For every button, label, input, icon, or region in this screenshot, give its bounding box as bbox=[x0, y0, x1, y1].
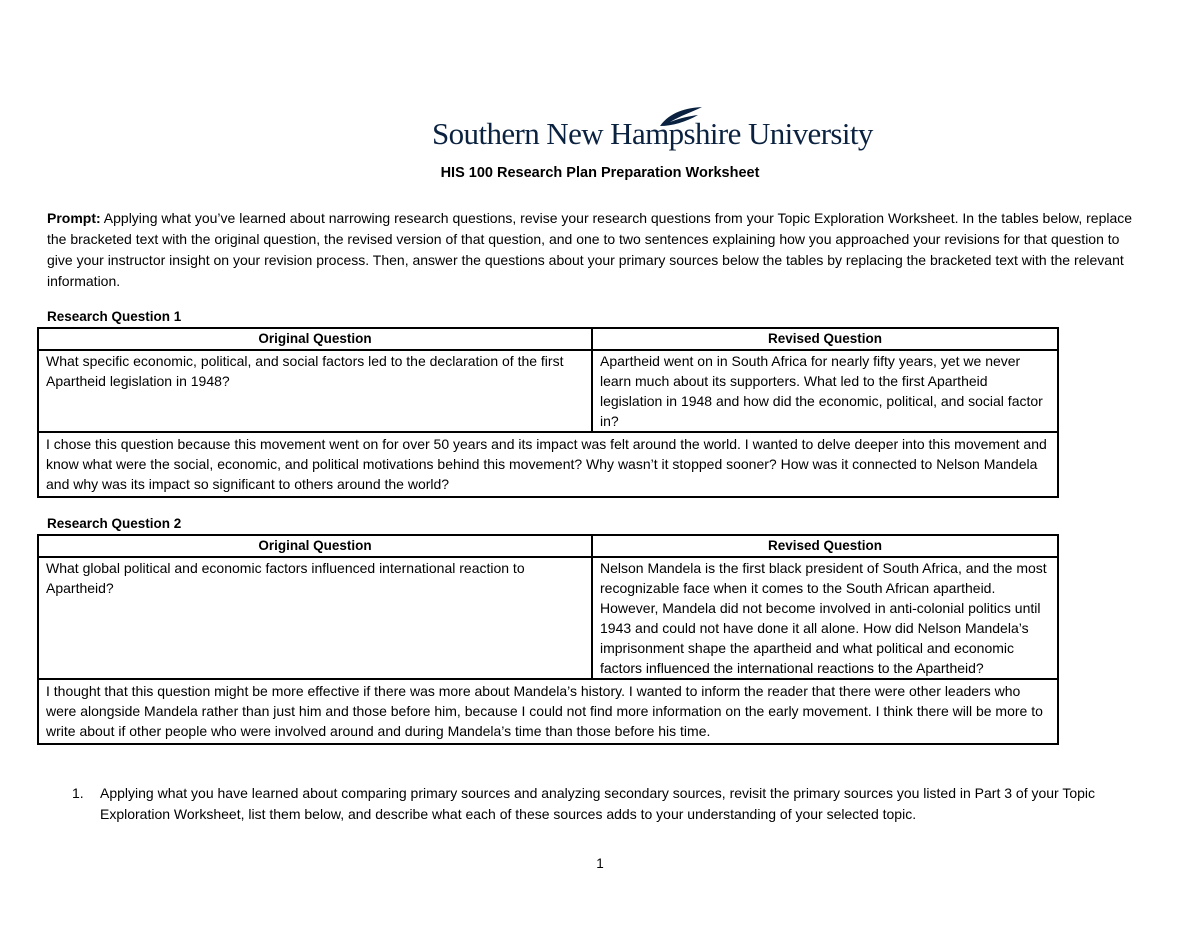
research-question-2-table bbox=[37, 534, 1059, 745]
revision-explanation-cell[interactable]: I chose this question because this movement went on for over 50 years and its impact was felt around the world. I wanted to delve deeper into this movement and know what were the social, economic, and political motivations behind this movement? Why wasn’t it stopped sooner? How was it connected to Nelson Mandela and why was its impact so significant to others around the world? bbox=[38, 432, 1058, 497]
revised-question-cell[interactable]: Nelson Mandela is the first black president of South Africa, and the most recognizable face when it comes to the South African apartheid. However, Mandela did not become involved in anti-colonial politics until 1943 and could not have done it all alone. How did Nelson Mandela’s imprisonment shape the apartheid and what political and economic factors influenced the international reactions to the Apartheid? bbox=[592, 557, 1058, 679]
prompt-label: Prompt: bbox=[47, 210, 101, 226]
revised-question-header: Revised Question bbox=[592, 535, 1058, 557]
university-logo bbox=[432, 106, 873, 156]
original-question-cell[interactable]: What global political and economic factors influenced international reaction to Apartheid? bbox=[38, 557, 592, 679]
list-text: Applying what you have learned about comparing primary sources and analyzing secondary sources, revisit the primary sources you listed in Part 3 of your Topic Exploration Worksheet, list them below, and describe what each of these sources adds to your understanding of your selected topic. bbox=[100, 785, 1096, 822]
original-question-header: Original Question bbox=[38, 328, 592, 350]
page-title: HIS 100 Research Plan Preparation Worksheet bbox=[440, 165, 760, 181]
prompt-paragraph bbox=[47, 208, 1137, 292]
page-number: 1 bbox=[596, 856, 604, 871]
original-question-cell[interactable]: What specific economic, political, and social factors led to the declaration of the first Apartheid legislation in 1948? bbox=[38, 350, 592, 432]
research-question-1-table bbox=[37, 327, 1059, 498]
revised-question-cell[interactable]: Apartheid went on in South Africa for nearly fifty years, yet we never learn much about its supporters. What led to the first Apartheid legislation in 1948 and how did the economic, political, and social factor in? bbox=[592, 350, 1058, 432]
revised-question-header: Revised Question bbox=[592, 328, 1058, 350]
list-number: 1. bbox=[72, 785, 84, 801]
prompt-text: Applying what you’ve learned about narrowing research questions, revise your research questions from your Topic Exploration Worksheet. In the tables below, replace the bracketed text with the original question, the revised version of that question, and one to two sentences explaining how you approached your revisions for that question to give your instructor insight on your revision process. Then, answer the questions about your primary sources below the tables by replacing the bracketed text with the relevant information. bbox=[47, 210, 1133, 289]
revision-explanation-cell[interactable]: I thought that this question might be more effective if there was more about Mandela’s history. I wanted to inform the reader that there were other leaders who were alongside Mandela rather than just him and those before him, because I could not find more information on the early movement. I think there will be more to write about if other people who were involved around and during Mandela’s time than those before his time. bbox=[38, 679, 1058, 744]
research-question-2-heading: Research Question 2 bbox=[47, 516, 182, 531]
logo-text: Southern New Hampshire University bbox=[432, 116, 873, 151]
research-question-1-heading: Research Question 1 bbox=[47, 309, 182, 324]
original-question-header: Original Question bbox=[38, 535, 592, 557]
